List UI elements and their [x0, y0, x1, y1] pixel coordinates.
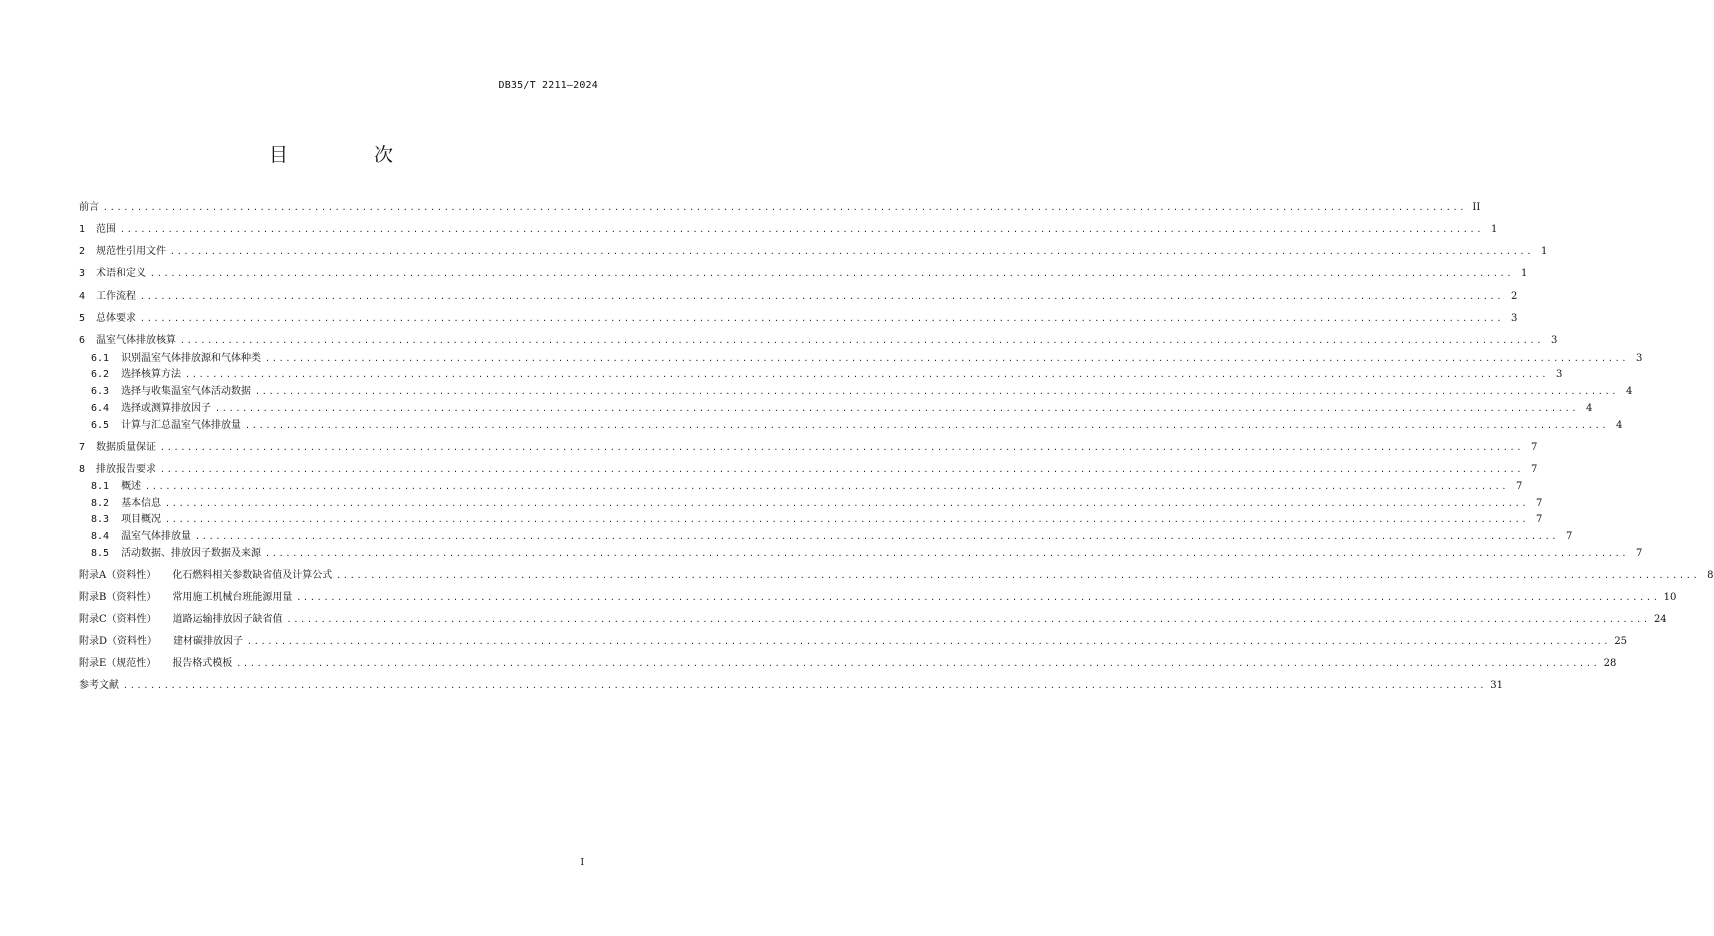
page-number: I — [580, 858, 584, 868]
toc-entry-title: 数据质量保证 — [96, 442, 157, 453]
toc-dot-leader: ........................................................................................................................................................................................................ — [336, 571, 1700, 580]
toc-entry-number: 8.3 — [91, 514, 110, 525]
toc-dot-leader: ........................................................................................................................................................................................................ — [140, 314, 1504, 323]
toc-entry-number: 8.4 — [91, 531, 110, 542]
toc-entry-page: 1 — [1520, 268, 1528, 279]
toc-entry[interactable] — [79, 289, 1518, 305]
toc-dot-leader: ........................................................................................................................................................................................................ — [160, 443, 1524, 452]
toc-entry-number: 附录E（规范性） — [79, 658, 157, 669]
toc-entry-title: 前言 — [79, 202, 99, 213]
toc-entry-number: 6.4 — [91, 403, 110, 414]
toc-entry[interactable] — [91, 546, 1643, 562]
toc-entry-title: 道路运输排放因子缺省值 — [172, 614, 283, 625]
toc-dot-leader: ........................................................................................................................................................................................................ — [120, 225, 1484, 234]
toc-entry[interactable] — [79, 222, 1498, 238]
toc-entry-number: 附录A（资料性） — [79, 570, 157, 581]
toc-entry-number: 6.3 — [91, 386, 110, 397]
toc-entry-title: 术语和定义 — [96, 268, 147, 279]
toc-dot-leader: ........................................................................................................................................................................................................ — [140, 292, 1504, 301]
document-code: DB35/T 2211—2024 — [498, 80, 598, 91]
toc-dot-leader: ........................................................................................................................................................................................................ — [286, 615, 1650, 624]
toc-entry-title: 基本信息 — [121, 498, 162, 509]
toc-dot-leader: ........................................................................................................................................................................................................ — [236, 659, 1600, 668]
toc-entry-page: 3 — [1555, 369, 1563, 380]
toc-entry[interactable] — [91, 512, 1543, 528]
toc-entry-number: 8.2 — [91, 498, 110, 509]
toc-entry-page: 7 — [1530, 442, 1538, 453]
toc-entry-page: 4 — [1615, 420, 1623, 431]
toc-entry-title: 温室气体排放核算 — [96, 335, 177, 346]
toc-entry-title: 范围 — [96, 224, 117, 235]
toc-dot-leader: ........................................................................................................................................................................................................ — [150, 269, 1514, 278]
toc-entry-number: 1 — [79, 224, 86, 235]
toc-dot-leader: ........................................................................................................................................................................................................ — [145, 482, 1509, 491]
toc-entry-title: 概述 — [121, 481, 142, 492]
toc-entry-number: 7 — [79, 442, 86, 453]
toc-dot-leader: ........................................................................................................................................................................................................ — [180, 336, 1544, 345]
toc-entry-number: 附录D（资料性） — [79, 636, 158, 647]
toc-entry[interactable] — [79, 200, 1481, 216]
toc-entry[interactable] — [79, 440, 1538, 456]
toc-entry-page: 7 — [1635, 548, 1643, 559]
toc-entry-page: 4 — [1585, 403, 1593, 414]
toc-dot-leader: ........................................................................................................................................................................................................ — [170, 247, 1534, 256]
toc-entry-title: 常用施工机械台班能源用量 — [172, 592, 293, 603]
toc-entry-page: 31 — [1490, 680, 1504, 691]
toc-entry-page: 2 — [1510, 291, 1518, 302]
toc-entry[interactable] — [79, 266, 1528, 282]
toc-entry[interactable] — [79, 612, 1667, 628]
toc-entry-title: 计算与汇总温室气体排放量 — [121, 420, 242, 431]
toc-dot-leader: ........................................................................................................................................................................................................ — [296, 593, 1660, 602]
toc-entry-title: 活动数据、排放因子数据及来源 — [121, 548, 262, 559]
toc-entry-page: 7 — [1565, 531, 1573, 542]
toc-entry-number: 附录C（资料性） — [79, 614, 157, 625]
toc-entry-page: 7 — [1535, 498, 1543, 509]
toc-dot-leader: ........................................................................................................................................................................................................ — [160, 465, 1524, 474]
toc-entry[interactable] — [79, 656, 1617, 672]
toc-entry-number: 附录B（资料性） — [79, 592, 157, 603]
toc-entry-title: 选择或测算排放因子 — [121, 403, 212, 414]
toc-dot-leader: ........................................................................................................................................................................................................ — [185, 370, 1549, 379]
toc-entry[interactable] — [79, 590, 1677, 606]
toc-entry-title: 总体要求 — [96, 313, 137, 324]
toc-entry-page: 25 — [1614, 636, 1628, 647]
toc-entry[interactable] — [79, 678, 1504, 694]
toc-entry-page: 10 — [1663, 592, 1677, 603]
toc-entry[interactable] — [79, 568, 1714, 584]
toc-entry-page: 7 — [1535, 514, 1543, 525]
toc-entry-page: 3 — [1550, 335, 1558, 346]
toc-entry-title: 工作流程 — [96, 291, 137, 302]
toc-entry[interactable] — [91, 479, 1523, 495]
toc-entry-page: 7 — [1515, 481, 1523, 492]
toc-entry-number: 2 — [79, 246, 86, 257]
toc-entry[interactable] — [91, 401, 1593, 417]
toc-entry-page: 1 — [1490, 224, 1498, 235]
toc-entry-number: 6.1 — [91, 353, 110, 364]
toc-entry[interactable] — [79, 462, 1538, 478]
toc-entry[interactable] — [79, 634, 1628, 650]
toc-entry-title: 选择与收集温室气体活动数据 — [121, 386, 252, 397]
toc-entry-page: 24 — [1653, 614, 1667, 625]
toc-entry[interactable] — [79, 311, 1518, 327]
toc-entry-page: 3 — [1635, 353, 1643, 364]
toc-dot-leader: ........................................................................................................................................................................................................ — [195, 532, 1559, 541]
toc-entry-number: 4 — [79, 291, 86, 302]
toc-entry-number: 6.5 — [91, 420, 110, 431]
toc-entry-number: 6 — [79, 335, 86, 346]
toc-entry-title: 识别温室气体排放源和气体种类 — [121, 353, 262, 364]
toc-entry-number: 5 — [79, 313, 86, 324]
toc-entry-title: 报告格式模板 — [172, 658, 233, 669]
toc-entry-number: 6.2 — [91, 369, 110, 380]
toc-dot-leader: ........................................................................................................................................................................................................ — [103, 203, 1467, 212]
toc-entry-number: 8.5 — [91, 548, 110, 559]
toc-entry-title: 温室气体排放量 — [121, 531, 192, 542]
toc-dot-leader: ........................................................................................................................................................................................................ — [265, 354, 1629, 363]
toc-entry[interactable] — [79, 333, 1558, 349]
toc-entry-title: 规范性引用文件 — [96, 246, 167, 257]
toc-entry-number: 3 — [79, 268, 86, 279]
toc-entry[interactable] — [91, 496, 1543, 512]
toc-entry-title: 排放报告要求 — [96, 464, 157, 475]
toc-entry[interactable] — [91, 529, 1573, 545]
toc-dot-leader: ........................................................................................................................................................................................................ — [255, 387, 1619, 396]
toc-dot-leader: ........................................................................................................................................................................................................ — [245, 421, 1609, 430]
toc-dot-leader: ........................................................................................................................................................................................................ — [247, 637, 1611, 646]
toc-entry-title: 建材碳排放因子 — [173, 636, 244, 647]
toc-entry[interactable] — [91, 384, 1633, 400]
toc-entry-page: 28 — [1603, 658, 1617, 669]
toc-entry[interactable] — [79, 244, 1548, 260]
toc-entry-title: 项目概况 — [121, 514, 162, 525]
toc-dot-leader: ........................................................................................................................................................................................................ — [165, 499, 1529, 508]
toc-entry-page: 3 — [1510, 313, 1518, 324]
toc-entry[interactable] — [91, 351, 1643, 367]
toc-entry-title: 化石燃料相关参数缺省值及计算公式 — [172, 570, 333, 581]
toc-entry-page: 1 — [1540, 246, 1548, 257]
toc-entry[interactable] — [91, 367, 1563, 383]
toc-entry-page: 8 — [1707, 570, 1714, 581]
page-title: 目 次 — [268, 144, 434, 166]
toc-entry-page: 4 — [1625, 386, 1633, 397]
toc-dot-leader: ........................................................................................................................................................................................................ — [165, 515, 1529, 524]
toc-entry[interactable] — [91, 418, 1623, 434]
toc-entry-page: II — [1472, 202, 1481, 213]
toc-entry-number: 8.1 — [91, 481, 110, 492]
toc-dot-leader: ........................................................................................................................................................................................................ — [265, 549, 1629, 558]
toc-dot-leader: ........................................................................................................................................................................................................ — [215, 404, 1579, 413]
toc-entry-title: 参考文献 — [79, 680, 119, 691]
toc-entry-title: 选择核算方法 — [121, 369, 182, 380]
toc-entry-page: 7 — [1530, 464, 1538, 475]
toc-dot-leader: ........................................................................................................................................................................................................ — [123, 681, 1487, 690]
toc-entry-number: 8 — [79, 464, 86, 475]
